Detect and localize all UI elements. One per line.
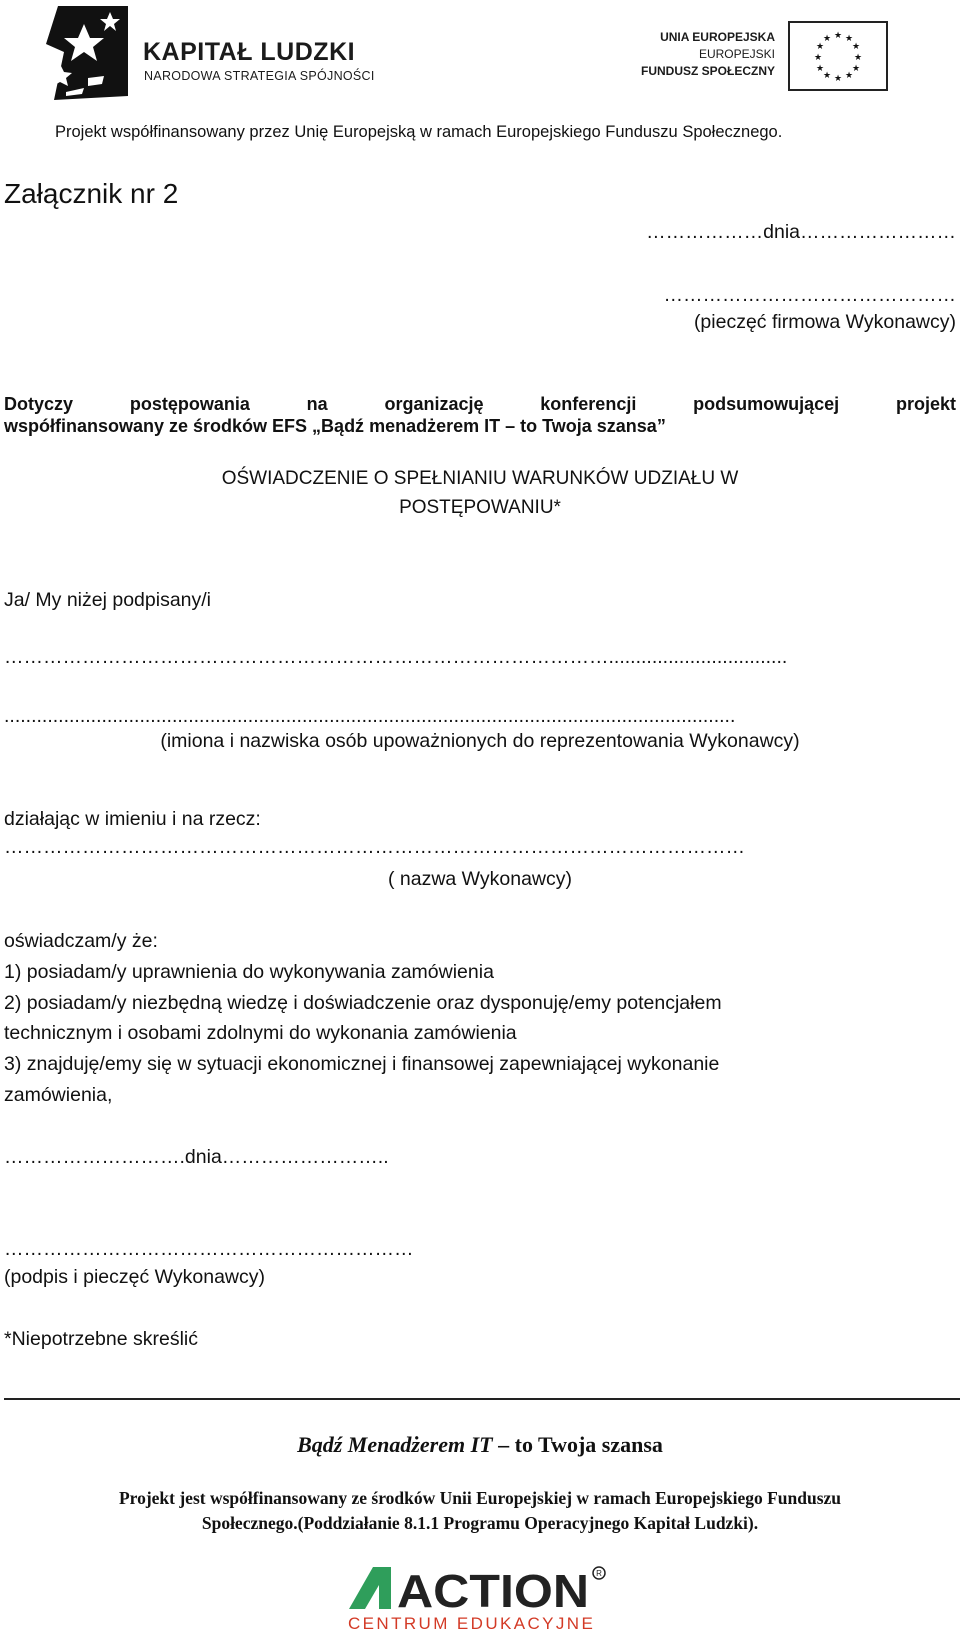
footer-text-line2: Społecznego.(Poddziałanie 8.1.1 Programu Operacyjnego Kapitał Ludzki). <box>201 1513 759 1533</box>
eu-logo-line3: FUNDUSZ SPOŁECZNY <box>640 64 775 78</box>
action-logo <box>347 1565 617 1618</box>
footer-text-line1: Projekt jest współfinansowany ze środków Unii Europejskiej w ramach Europejskiego Funduszu <box>118 1488 842 1508</box>
subject-word: Dotyczy <box>4 394 74 414</box>
svg-text:★: ★ <box>815 64 825 74</box>
names-dots-line1: …………………………………………………………………………………................................. <box>4 646 788 668</box>
svg-text:★: ★ <box>833 31 843 41</box>
subject-word: podsumowującej <box>693 394 840 414</box>
subject-word: postępowania <box>129 394 250 414</box>
company-label: ( nazwa Wykonawcy) <box>387 868 573 890</box>
subject-line2: współfinansowany ze środków EFS „Bądź menadżerem IT – to Twoja szansa” <box>4 416 666 436</box>
signature-label: (podpis i pieczęć Wykonawcy) <box>4 1266 266 1288</box>
names-dots-line2: ....................................................................................................................................... <box>4 705 736 727</box>
subject-line1 <box>4 393 956 415</box>
footer-slogan <box>0 1432 960 1458</box>
svg-text:★: ★ <box>815 42 825 52</box>
declaration-item-3-line1: 3) znajduję/emy się w sytuacji ekonomicznej i finansowej zapewniającej wykonanie <box>4 1053 720 1075</box>
kapital-ludzki-subtitle: NARODOWA STRATEGIA SPÓJNOŚCI <box>144 69 375 83</box>
stamp-dots: ……………………………………… <box>663 284 956 306</box>
stamp-label: (pieczęć firmowa Wykonawcy) <box>693 311 956 333</box>
footer-divider <box>4 1398 960 1400</box>
eu-logo-line2: EUROPEJSKI <box>698 47 775 61</box>
declaration-item-2-line1: 2) posiadam/y niezbędną wiedzę i doświadczenie oraz dysponuję/emy potencjałem <box>4 992 722 1014</box>
subject-paragraph <box>4 393 956 437</box>
signature-date-line: ……………………….dnia…………………….. <box>4 1146 389 1168</box>
acting-for: działając w imieniu i na rzecz: <box>4 808 261 830</box>
company-dots: …………………………………………………………………………………………………… <box>4 836 745 858</box>
date-place-line: ………………dnia…………………… <box>646 221 956 243</box>
footnote: *Niepotrzebne skreślić <box>4 1328 199 1350</box>
declaration-item-3-line2: zamówienia, <box>4 1084 113 1106</box>
subject-word: projekt <box>895 394 956 414</box>
svg-text:★: ★ <box>822 34 832 44</box>
declaration-heading-line1: OŚWIADCZENIE O SPEŁNIANIU WARUNKÓW UDZIAŁU W <box>221 468 739 489</box>
declaration-item-2-line2: technicznym i osobami zdolnymi do wykonania zamówienia <box>4 1022 517 1044</box>
signed-intro: Ja/ My niżej podpisany/i <box>4 589 212 611</box>
cofinancing-statement: Projekt współfinansowany przez Unię Europejską w ramach Europejskiego Funduszu Społecznego. <box>55 123 783 141</box>
svg-text:★: ★ <box>844 34 854 44</box>
footer-slogan-italic: Bądź Menadżerem IT <box>297 1432 493 1457</box>
kapital-ludzki-emblem-icon <box>44 4 136 104</box>
subject-word: konferencji <box>540 394 637 414</box>
svg-text:★: ★ <box>844 71 854 81</box>
footer-slogan-rest: – to Twoja szansa <box>492 1432 663 1457</box>
declare-intro: oświadczam/y że: <box>4 930 158 952</box>
action-logo-subtitle: CENTRUM EDUKACYJNE <box>348 1614 596 1633</box>
eu-logo-line1: UNIA EUROPEJSKA <box>660 30 775 44</box>
svg-text:★: ★ <box>833 74 843 84</box>
declaration-heading-line2: POSTĘPOWANIU* <box>399 497 561 518</box>
footer-cofinancing <box>0 1486 960 1536</box>
eu-flag-icon <box>788 21 888 91</box>
svg-text:R: R <box>596 1569 602 1578</box>
svg-text:★: ★ <box>822 71 832 81</box>
svg-text:★: ★ <box>853 53 863 63</box>
declaration-item-1: 1) posiadam/y uprawnienia do wykonywania zamówienia <box>4 961 494 983</box>
svg-text:★: ★ <box>851 42 861 52</box>
kapital-ludzki-title: KAPITAŁ LUDZKI <box>143 38 356 66</box>
names-label: (imiona i nazwiska osób upoważnionych do reprezentowania Wykonawcy) <box>160 730 800 752</box>
svg-text:★: ★ <box>851 64 861 74</box>
action-logo-mark-icon <box>349 1567 391 1609</box>
subject-word: na <box>306 394 328 414</box>
subject-word: organizację <box>384 394 484 414</box>
action-logo-text: ACTION <box>397 1565 589 1613</box>
signature-dots: ……………………………………………………… <box>4 1238 414 1260</box>
svg-text:★: ★ <box>813 53 823 63</box>
annex-title: Załącznik nr 2 <box>4 178 179 209</box>
